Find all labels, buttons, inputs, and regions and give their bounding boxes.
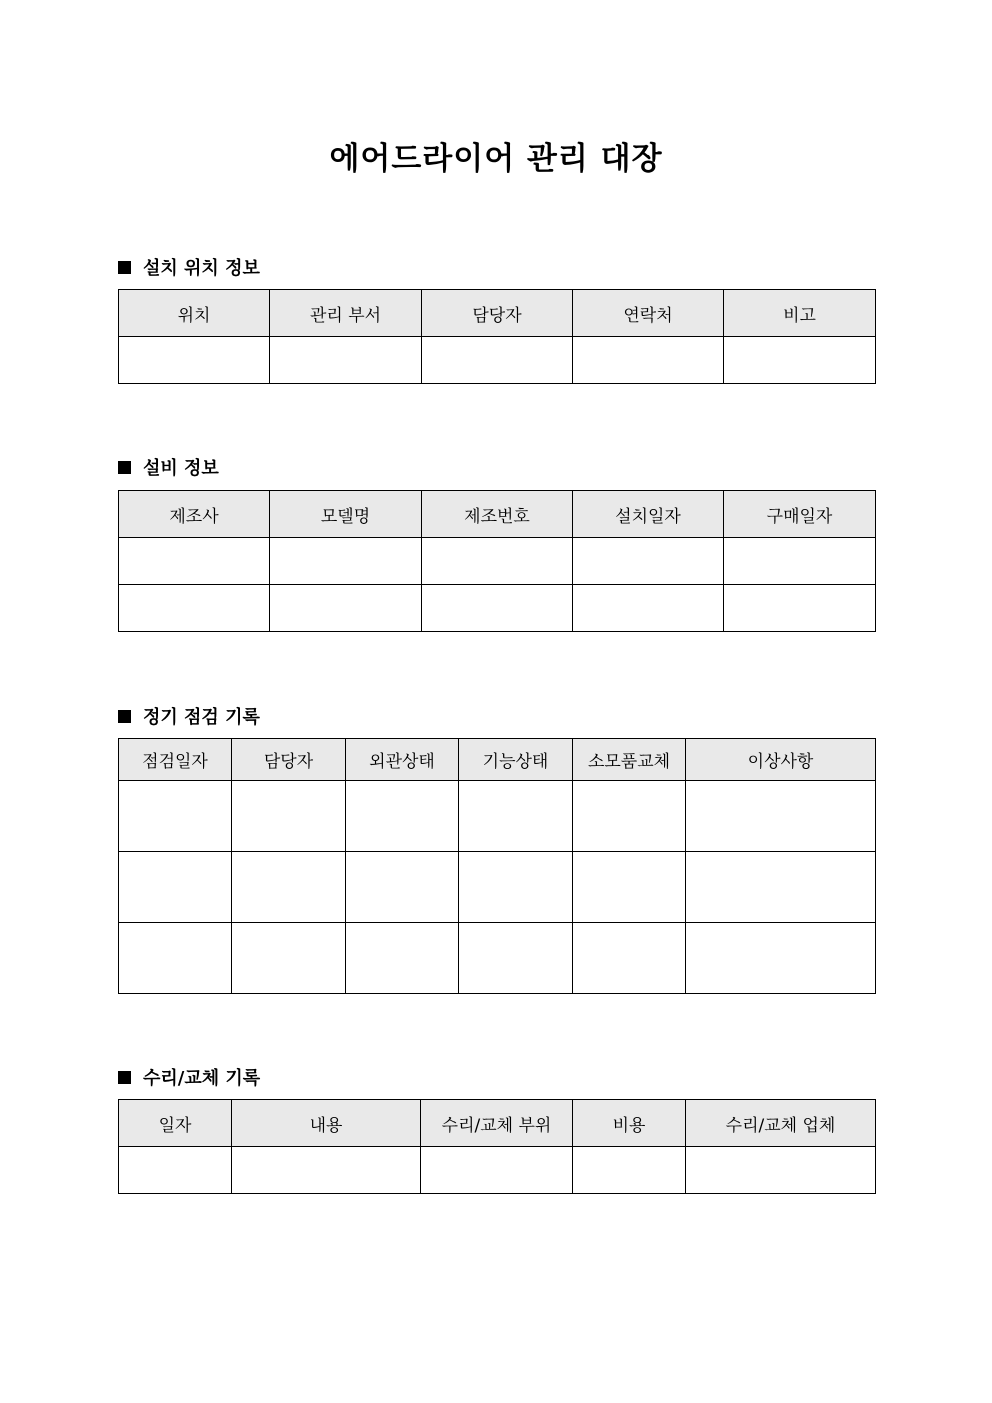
column-header: 내용 (232, 1100, 421, 1147)
table-cell[interactable] (422, 585, 573, 632)
table-header-row (119, 1100, 876, 1147)
section-heading-text: 설비 정보 (143, 458, 219, 479)
table-cell[interactable] (232, 1147, 421, 1194)
table-cell[interactable] (573, 781, 686, 852)
table-row (119, 585, 876, 632)
section-heading-location (118, 254, 260, 280)
table-cell[interactable] (421, 1147, 573, 1194)
table-cell[interactable] (346, 923, 459, 994)
repair-record-table (118, 1099, 876, 1194)
section-heading-inspection (118, 703, 260, 729)
section-heading-text: 수리/교체 기록 (143, 1068, 261, 1089)
table-cell[interactable] (573, 923, 686, 994)
table-cell[interactable] (232, 781, 346, 852)
column-header: 연락처 (573, 290, 724, 337)
page-title: 에어드라이어 관리 대장 (329, 141, 663, 177)
black-square-icon (118, 1071, 131, 1084)
table-cell[interactable] (119, 781, 232, 852)
column-header: 수리/교체 업체 (686, 1100, 876, 1147)
table-cell[interactable] (459, 781, 573, 852)
column-header: 일자 (119, 1100, 232, 1147)
column-header: 비고 (724, 290, 876, 337)
section-heading-repair (118, 1064, 260, 1090)
column-header: 이상사항 (686, 739, 876, 781)
column-header: 모델명 (270, 491, 422, 538)
table-row (119, 923, 876, 994)
table-cell[interactable] (724, 538, 876, 585)
table-row (119, 1147, 876, 1194)
table-cell[interactable] (270, 538, 422, 585)
table-cell[interactable] (686, 923, 876, 994)
column-header: 구매일자 (724, 491, 876, 538)
table-cell[interactable] (724, 585, 876, 632)
section-heading-equipment (118, 454, 219, 480)
black-square-icon (118, 461, 131, 474)
table-cell[interactable] (119, 1147, 232, 1194)
table-row (119, 852, 876, 923)
table-cell[interactable] (232, 852, 346, 923)
location-info-table (118, 289, 876, 384)
table-cell[interactable] (119, 585, 270, 632)
table-cell[interactable] (232, 923, 346, 994)
table-cell[interactable] (573, 337, 724, 384)
column-header: 설치일자 (573, 491, 724, 538)
column-header: 관리 부서 (270, 290, 422, 337)
table-cell[interactable] (573, 1147, 686, 1194)
table-cell[interactable] (573, 585, 724, 632)
equipment-info-table (118, 490, 876, 632)
column-header: 소모품교체 (573, 739, 686, 781)
table-cell[interactable] (270, 337, 422, 384)
table-cell[interactable] (346, 852, 459, 923)
column-header: 담당자 (232, 739, 346, 781)
inspection-record-table (118, 738, 876, 994)
column-header: 위치 (119, 290, 270, 337)
table-cell[interactable] (573, 538, 724, 585)
table-cell[interactable] (686, 781, 876, 852)
table-cell[interactable] (686, 852, 876, 923)
table-cell[interactable] (573, 852, 686, 923)
column-header: 외관상태 (346, 739, 459, 781)
column-header: 담당자 (422, 290, 573, 337)
section-heading-text: 설치 위치 정보 (143, 258, 260, 279)
column-header: 비용 (573, 1100, 686, 1147)
table-row (119, 781, 876, 852)
table-cell[interactable] (724, 337, 876, 384)
table-cell[interactable] (270, 585, 422, 632)
column-header: 수리/교체 부위 (421, 1100, 573, 1147)
table-cell[interactable] (119, 337, 270, 384)
black-square-icon (118, 710, 131, 723)
black-square-icon (118, 261, 131, 274)
section-heading-text: 정기 점검 기록 (143, 707, 260, 728)
table-row (119, 337, 876, 384)
column-header: 제조번호 (422, 491, 573, 538)
column-header: 기능상태 (459, 739, 573, 781)
table-cell[interactable] (119, 852, 232, 923)
table-cell[interactable] (346, 781, 459, 852)
table-cell[interactable] (459, 852, 573, 923)
table-cell[interactable] (422, 337, 573, 384)
table-cell[interactable] (119, 538, 270, 585)
table-cell[interactable] (459, 923, 573, 994)
table-header-row (119, 739, 876, 781)
table-row (119, 538, 876, 585)
table-cell[interactable] (119, 923, 232, 994)
table-cell[interactable] (686, 1147, 876, 1194)
table-cell[interactable] (422, 538, 573, 585)
column-header: 점검일자 (119, 739, 232, 781)
column-header: 제조사 (119, 491, 270, 538)
table-header-row (119, 491, 876, 538)
table-header-row (119, 290, 876, 337)
